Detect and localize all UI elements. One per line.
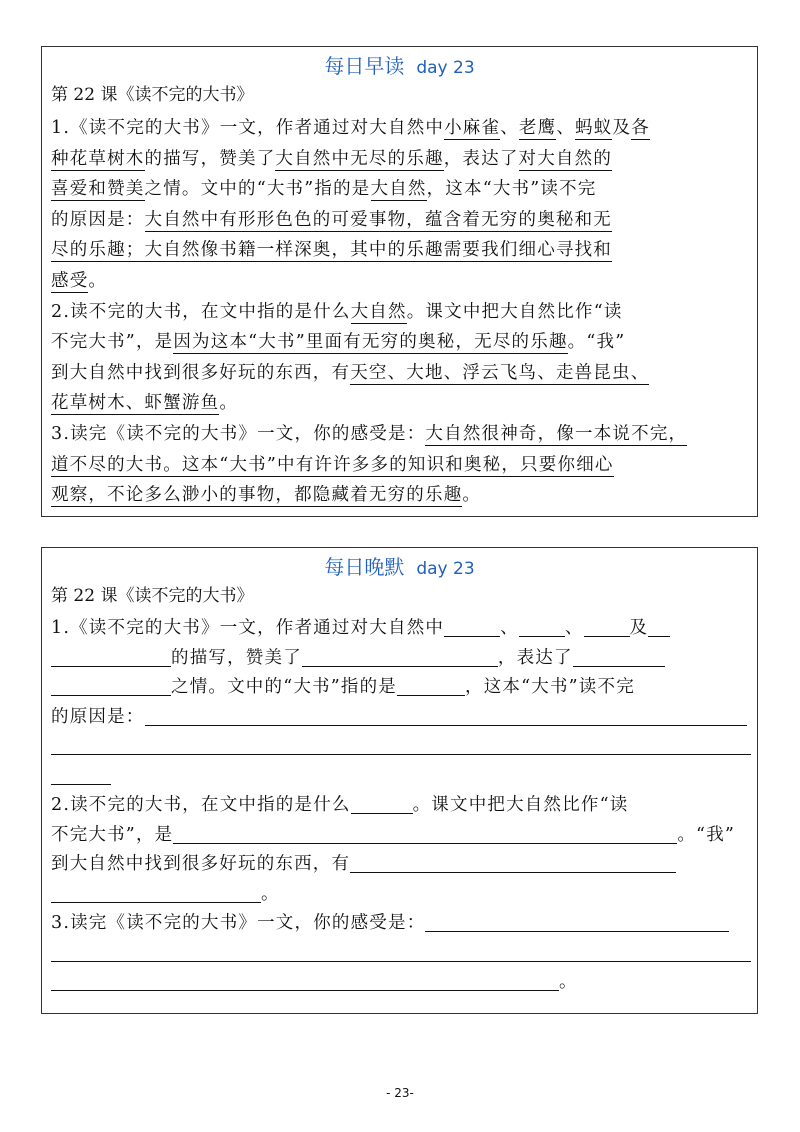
evening-q3-line [51,968,748,998]
evening-q1-line [51,762,748,792]
answer-feeling: 道不尽的大书 [51,454,164,475]
q1-text: ，这本“大书”读不完 [465,677,635,697]
blank-input[interactable] [519,614,565,637]
q2-number: 2. [51,795,71,815]
answer-mysteries: 因为这本“大书”里面有无穷的奥秘，无尽的乐趣 [173,332,568,353]
q1-text: 及 [629,618,649,638]
morning-q2-line [51,388,748,419]
q2-text: 不完大书”，是 [51,332,174,353]
evening-title-text: 每日晚默 [324,555,405,579]
q1-text: ，这本“大书”读不完 [426,179,597,200]
blank-input[interactable] [51,673,171,696]
q1-number: 1. [51,618,71,638]
q1-text: 之情。文中的“大书”指的是 [171,677,397,697]
q2-text: 不完大书”，是 [51,824,174,845]
q2-text: 读不完的大书，在文中指的是什么 [70,301,351,322]
blank-input[interactable] [51,762,111,785]
blank-input[interactable] [425,909,729,932]
blank-input[interactable] [397,673,465,696]
q2-text: 读不完的大书，在文中指的是什么 [70,795,351,815]
q2-text: 。课文中把大自然比作“读 [412,795,629,815]
morning-q3-line [51,480,748,511]
separator: 、 [556,118,576,138]
evening-q1-line [51,644,748,674]
q1-text: 《读不完的大书》一文，作者通过对大自然中 [70,618,445,638]
blank-input[interactable] [51,732,751,755]
evening-q1-line [51,673,748,703]
q2-text: 。“我” [567,332,626,353]
q1-text: ，表达了 [497,647,573,668]
separator: 、 [500,618,519,638]
evening-title [42,554,757,582]
blank-input[interactable] [145,703,747,726]
evening-q1-line [51,614,748,644]
blank-input[interactable] [51,880,261,903]
evening-recitation-box [41,547,758,1014]
blank-input[interactable] [51,939,751,962]
evening-q1-line [51,703,748,733]
blank-input[interactable] [648,614,670,637]
morning-q1-line [51,144,748,175]
blank-input[interactable] [573,644,665,667]
blank-input[interactable] [51,644,171,667]
period: 。 [462,485,482,506]
evening-q2-line [51,850,748,880]
q1-text: 的描写，赞美了 [171,647,302,668]
morning-q3-line [51,450,748,481]
q1-text: 的原因是： [51,706,145,727]
blank-input[interactable] [444,614,500,637]
evening-day: day 23 [416,559,475,579]
answer-reason: 尽的乐趣；大自然像书籍一样深奥，其中的乐趣需要我们细心寻找和 [51,240,612,261]
blank-input[interactable] [350,850,676,873]
answer-feeling: 大自然很神奇，像一本说不完， [425,423,688,444]
q2-text: 。“我” [677,824,736,845]
q3-number: 3. [51,423,71,444]
q2-number: 2. [51,301,71,322]
morning-q2-line [51,358,748,389]
evening-q1-line [51,732,748,762]
answer-sparrow: 小麻雀 [444,118,501,138]
answer-plants: 各 [631,118,650,138]
morning-q1-line [51,235,748,266]
period: 。 [219,393,239,414]
separator: 、 [564,618,584,638]
q3-number: 3. [51,913,71,933]
q1-text: 及 [612,118,632,138]
morning-reading-box [41,46,758,517]
answer-things-found: 花草树木、虾蟹游鱼 [51,393,220,414]
answer-eagle: 老鹰 [518,118,557,138]
answer-love-praise: 喜爱和赞美 [51,179,145,200]
morning-day: day 23 [416,58,475,78]
answer-reason: 大自然中有形形色色的可爱事物，蕴含着无穷的奥秘和无 [144,209,612,230]
q2-text: 。课文中把大自然比作“读 [406,301,623,322]
q1-text: 之情。文中的“大书”指的是 [144,179,371,200]
answer-reason: 感受 [51,270,89,291]
evening-q2-line [51,821,748,851]
evening-q2-line [51,880,748,910]
q3-text: 读完《读不完的大书》一文，你的感受是： [70,913,426,933]
answer-ant: 蚂蚁 [575,118,613,138]
q1-text: 《读不完的大书》一文，作者通过对大自然中 [70,118,445,138]
separator: 、 [500,118,519,138]
q2-text: 到大自然中找到很多好玩的东西，有 [51,362,351,383]
q1-text: ，表达了 [443,148,519,169]
morning-q2-line [51,297,748,328]
morning-title-text: 每日早读 [324,54,405,78]
evening-q3-line [51,939,748,969]
answer-feeling: 。这本“大书”中有许许多多的知识和奥秘，只要你细心 [163,454,614,475]
morning-lesson-heading: 第 22 课《读不完的大书》 [51,85,254,105]
evening-q3-line [51,909,748,939]
morning-q1-line [51,205,748,236]
answer-endless-fun: 大自然中无尽的乐趣 [275,148,444,169]
period: 。 [88,270,108,291]
answer-feeling: 观察，不论多么渺小的事物，都隐藏着无穷的乐趣 [51,485,463,506]
q1-text: 的原因是： [51,209,145,230]
period: 。 [559,972,578,992]
morning-content [51,113,748,511]
morning-title [42,53,757,81]
answer-plants: 种花草树木 [51,148,145,169]
q1-number: 1. [51,118,71,138]
q1-text: 的描写，赞美了 [144,148,276,169]
morning-q2-line [51,327,748,358]
q3-text: 读完《读不完的大书》一文，你的感受是： [70,423,426,444]
morning-q1-line [51,174,748,205]
evening-q2-line [51,791,748,821]
blank-input[interactable] [173,821,677,844]
period: 。 [261,883,280,904]
answer-love-praise: 对大自然的 [518,148,613,169]
blank-input[interactable] [584,614,630,637]
blank-input[interactable] [302,644,498,667]
evening-lesson-heading: 第 22 课《读不完的大书》 [51,586,254,606]
q2-text: 到大自然中找到很多好玩的东西，有 [51,854,351,874]
answer-nature: 大自然 [370,179,427,200]
morning-q1-line [51,266,748,297]
answer-things-found: 天空、大地、浮云飞鸟、走兽昆虫、 [350,362,650,383]
morning-q1-line [51,113,748,144]
page-number: - 23- [386,1086,414,1100]
blank-input[interactable] [351,791,413,814]
answer-nature: 大自然 [350,301,407,322]
blank-input[interactable] [51,968,559,991]
evening-content [51,614,748,998]
morning-q3-line [51,419,748,450]
